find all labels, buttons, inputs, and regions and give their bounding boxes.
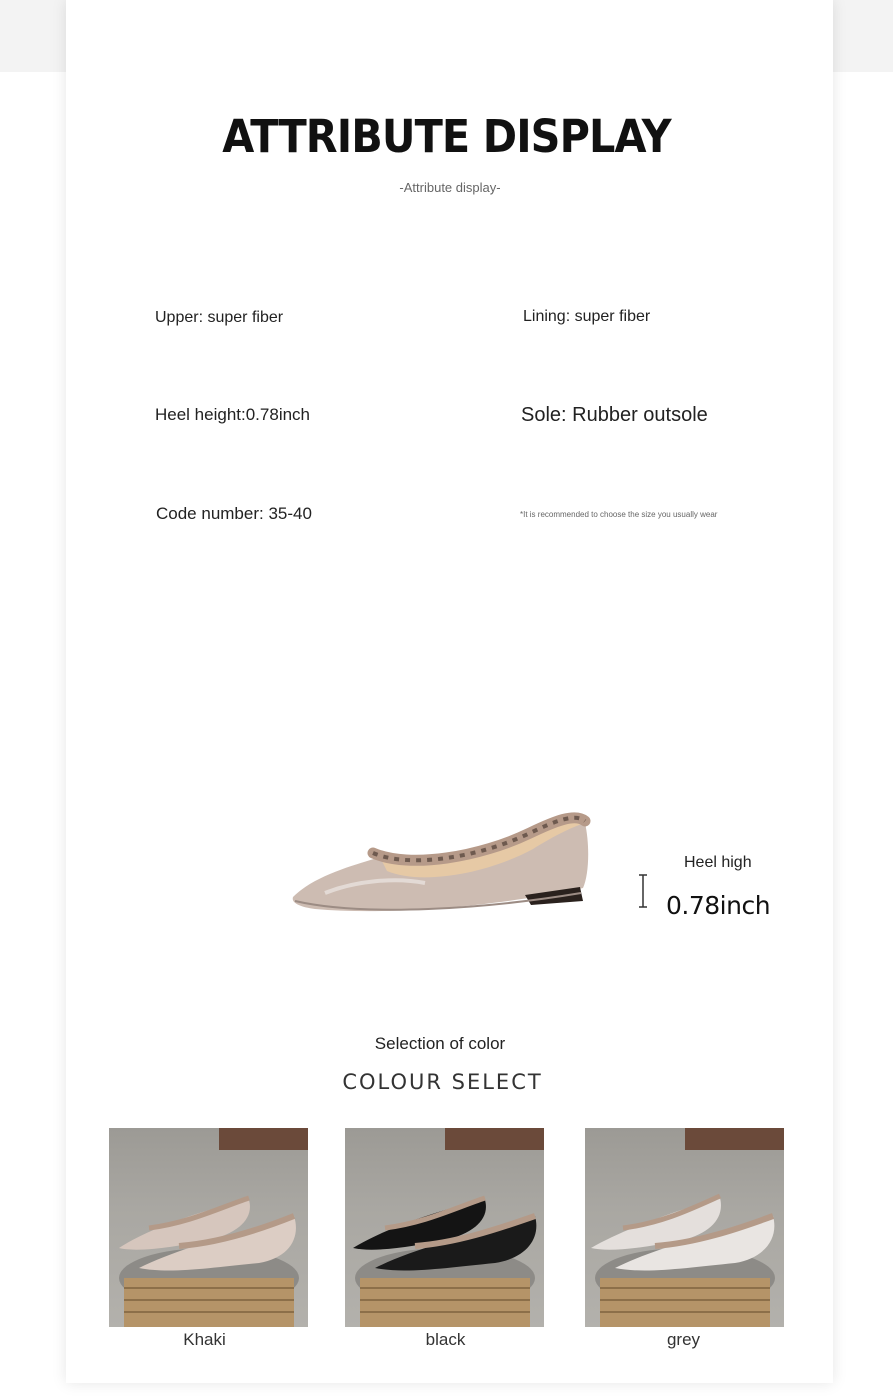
product-shoe-image — [285, 805, 595, 935]
colour-option-khaki[interactable] — [109, 1128, 308, 1327]
colour-option-black[interactable] — [345, 1128, 544, 1327]
colour-label-grey: grey — [666, 1330, 701, 1349]
grey-shoe-photo — [585, 1128, 784, 1327]
attr-code-number: Code number: 35-40 — [156, 504, 312, 523]
heel-label: Heel high — [684, 854, 752, 871]
khaki-shoe-photo — [109, 1128, 308, 1327]
black-shoe-photo — [345, 1128, 544, 1327]
heel-value: 0.78inch — [666, 891, 771, 920]
attr-upper: Upper: super fiber — [155, 309, 284, 326]
heel-height-marker-icon — [637, 874, 649, 908]
attr-sole: Sole: Rubber outsole — [521, 404, 708, 426]
attr-heel-height: Heel height:0.78inch — [155, 405, 311, 424]
colour-label-black: black — [425, 1330, 466, 1349]
attr-lining: Lining: super fiber — [523, 308, 651, 325]
colour-heading: COLOUR SELECT — [342, 1070, 543, 1094]
colour-option-grey[interactable] — [585, 1128, 784, 1327]
size-note: *It is recommended to choose the size you usually wear — [520, 510, 718, 519]
colour-label-khaki: Khaki — [183, 1330, 226, 1349]
colour-heading-small: Selection of color — [374, 1034, 506, 1053]
page-title: ATTRIBUTE DISPLAY — [222, 110, 671, 163]
page-subtitle: -Attribute display- — [399, 180, 501, 195]
